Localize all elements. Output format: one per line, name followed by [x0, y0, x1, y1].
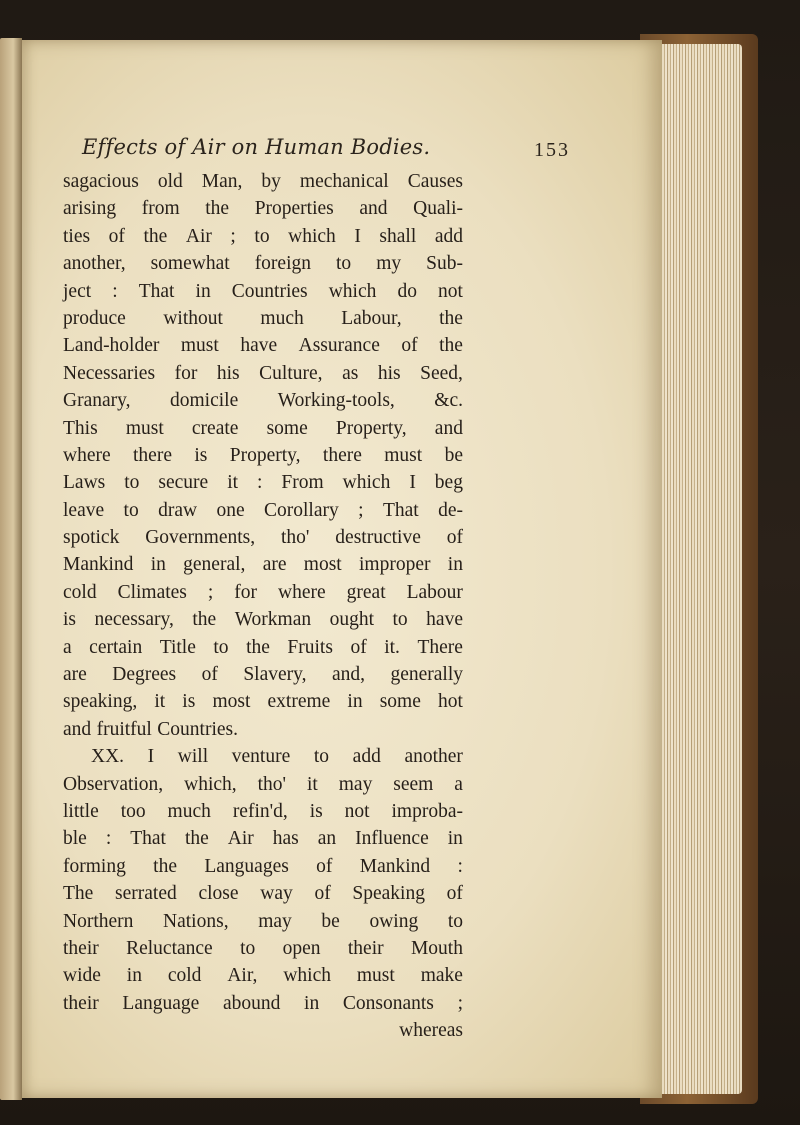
text-line: Laws to secure it : From which I beg	[63, 472, 463, 494]
catchword: whereas	[399, 1020, 463, 1042]
text-line: a certain Title to the Fruits of it. There	[63, 636, 463, 658]
page-header	[82, 135, 570, 171]
text-line: are Degrees of Slavery, and, generally	[63, 664, 463, 686]
text-line: sagacious old Man, by mechanical Causes	[63, 171, 463, 192]
text-line: leave to draw one Corollary ; That de-	[63, 499, 463, 521]
text-line: ties of the Air ; to which I shall add	[63, 225, 463, 247]
text-line: wide in cold Air, which must make	[63, 965, 463, 987]
text-line: ject : That in Countries which do not	[63, 280, 463, 302]
text-line: is necessary, the Workman ought to have	[63, 609, 463, 631]
text-line: cold Climates ; for where great Labour	[63, 581, 463, 603]
text-line: The serrated close way of Speaking of	[63, 883, 463, 905]
text-line: XX. I will venture to add another	[91, 746, 463, 768]
text-line: ble : That the Air has an Influence in	[63, 828, 463, 850]
text-line: arising from the Properties and Quali-	[63, 198, 463, 220]
text-line: This must create some Property, and	[63, 417, 463, 439]
facing-page-edge	[0, 38, 22, 1100]
text-line: another, somewhat foreign to my Sub-	[63, 253, 463, 275]
text-line: their Reluctance to open their Mouth	[63, 937, 463, 959]
text-line: Mankind in general, are most improper in	[63, 554, 463, 576]
text-line: produce without much Labour, the	[63, 307, 463, 329]
text-line: spotick Governments, tho' destructive of	[63, 527, 463, 549]
text-line: Land-holder must have Assurance of the	[63, 335, 463, 357]
text-line: forming the Languages of Mankind :	[63, 855, 463, 877]
page-number: 153	[534, 139, 570, 161]
text-line: where there is Property, there must be	[63, 444, 463, 466]
text-line: Northern Nations, may be owing to	[63, 910, 463, 932]
running-head: Effects of Air on Human Bodies.	[82, 135, 431, 159]
text-line: Observation, which, tho' it may seem a	[63, 773, 463, 795]
text-line: Granary, domicile Working-tools, &c.	[63, 390, 463, 412]
text-line: and fruitful Countries.	[63, 718, 239, 740]
text-line: little too much refin'd, is not improba-	[63, 800, 463, 822]
text-line: speaking, it is most extreme in some hot	[63, 691, 463, 713]
text-line: their Language abound in Consonants ;	[63, 992, 463, 1014]
body-text	[63, 168, 463, 1045]
page-block-edges	[650, 44, 742, 1094]
text-line: Necessaries for his Culture, as his Seed,	[63, 362, 463, 384]
